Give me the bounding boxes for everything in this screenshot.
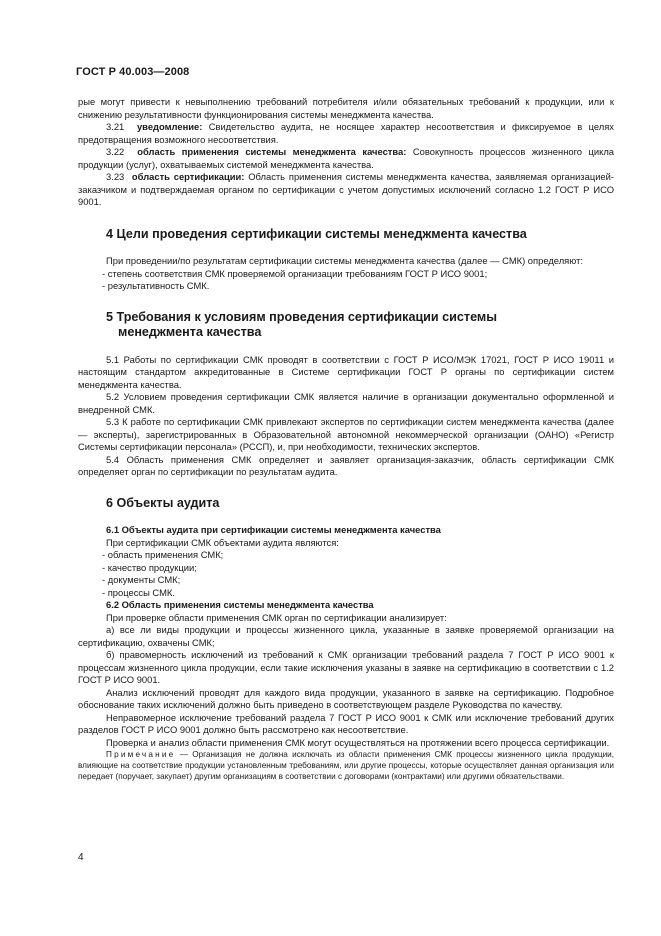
section-4-paragraph: При проведении/по результатам сертификации системы менеджмента качества (далее — СМК) определяют: [106,255,583,266]
section-4-heading: 4 Цели проведения сертификации системы менеджмента качества [106,226,527,241]
document-body [78,96,614,783]
term-3-22: 3.22 область применения системы менеджмента качества: Совокупность процессов жизненного цикла продукции (услуг), охватываемых системой менеджмента качества. [78,146,614,170]
term-3-21: 3.21 уведомление: Свидетельство аудита, не носящее характер несоответствия и фиксируемое в целях предотвращения возможного несоответствия. [78,121,614,145]
list-item: - степень соответствия СМК проверяемой организации требованиям ГОСТ Р ИСО 9001; [102,267,488,279]
section-5-heading: 5 Требования к условиям проведения сертификации системы менеджмента качества [106,309,497,339]
note-label: Примечание [106,750,176,759]
clause-5-3: 5.3 К работе по сертификации СМК привлекают экспертов по сертификации систем менеджмента качества (далее — эксперты), зарегистрированных в Образовательной автономной некоммерческой организации (ОАНО) «Регистр Системы сертификации персонала» (РССП), и, при необходимости, технических экспертов. [78,416,614,452]
paragraph-continuation: рые могут привести к невыполнению требований потребителя и/или обязательных требований к продукции, или к снижению результативности функционирования системы менеджмента качества. [78,96,614,120]
clause-5-2: 5.2 Условием проведения сертификации СМК является наличие в организации документально оформленной и внедренной СМК. [78,391,614,415]
note [78,749,614,783]
clause-6-2-c: Анализ исключений проводят для каждого вида продукции, указанного в заявке на сертификацию. Подробное обоснование таких исключений должно быть приведено в соответствующем разделе Руководства по качеству. [78,686,614,710]
clause-6-2-a: а) все ли виды продукции и процессы жизненного цикла, указанные в заявке проверяемой организации на сертификацию, охвачены СМК; [78,624,614,648]
subsection-6-2-heading: 6.2 Область применения системы менеджмента качества [106,599,374,610]
clause-6-2-d: Неправомерное исключение требований раздела 7 ГОСТ Р ИСО 9001 к СМК или исключение требований других разделов ГОСТ Р ИСО 9001 должно быть рассмотрено как несоответствие. [78,711,614,735]
list-item: - область применения СМК; [102,549,224,560]
term-3-23: 3.23 область сертификации: Область применения системы менеджмента качества, заявляемая организацией-заказчиком и подтверждаемая органом по сертификации с учетом допустимых исключений согласно 1.2 ГОСТ Р ИСО 9001. [78,171,615,207]
clause-5-1: 5.1 Работы по сертификации СМК проводят в соответствии с ГОСТ Р ИСО/МЭК 17021, ГОСТ Р ИСО 19011 и настоящим стандартом аккредитованные в Системе сертификации ГОСТ Р органы по сертификации систем менеджмента качества. [78,353,614,390]
clause-6-1-intro: При сертификации СМК объектами аудита являются: [106,536,339,548]
clause-6-2-e: Проверка и анализ области применения СМК могут осуществляться на протяжении всего процесса сертификации. [106,736,610,748]
list-item: - качество продукции; [102,561,197,573]
list-item: - процессы СМК. [102,586,175,598]
list-item: - документы СМК; [102,574,181,585]
note-text: — Организация не должна исключать из области применения СМК процессы жизненного цикла продукции, влияющие на соответствие продукции установленным требованиям, или другие процессы, которые осуществляет данная организация или передает (поручает, закупает) другим организациям в соответствии с договорами (контрактами) или другими обязательствами. [78,750,614,782]
section-6-heading: 6 Объекты аудита [106,495,220,510]
page-number: 4 [78,852,84,863]
document-header: ГОСТ Р 40.003—2008 [76,66,190,78]
subsection-6-1-heading: 6.1 Объекты аудита при сертификации системы менеджмента качества [106,524,441,535]
list-item: - результативность СМК. [102,280,210,291]
clause-5-4: 5.4 Область применения СМК определяет и заявляет организация-заказчик, область сертификации СМК определяет орган по сертификации по результатам аудита. [78,453,614,477]
clause-6-2-intro: При проверке области применения СМК орган по сертификации анализирует: [106,611,447,623]
clause-6-2-b: б) правомерность исключений из требований к СМК организации требований раздела 7 ГОСТ Р ИСО 9001 к процессам жизненного цикла продукции, если такие исключения указаны в заявке на сертификацию в соответствии с 1.2 ГОСТ Р ИСО 9001. [78,649,614,685]
